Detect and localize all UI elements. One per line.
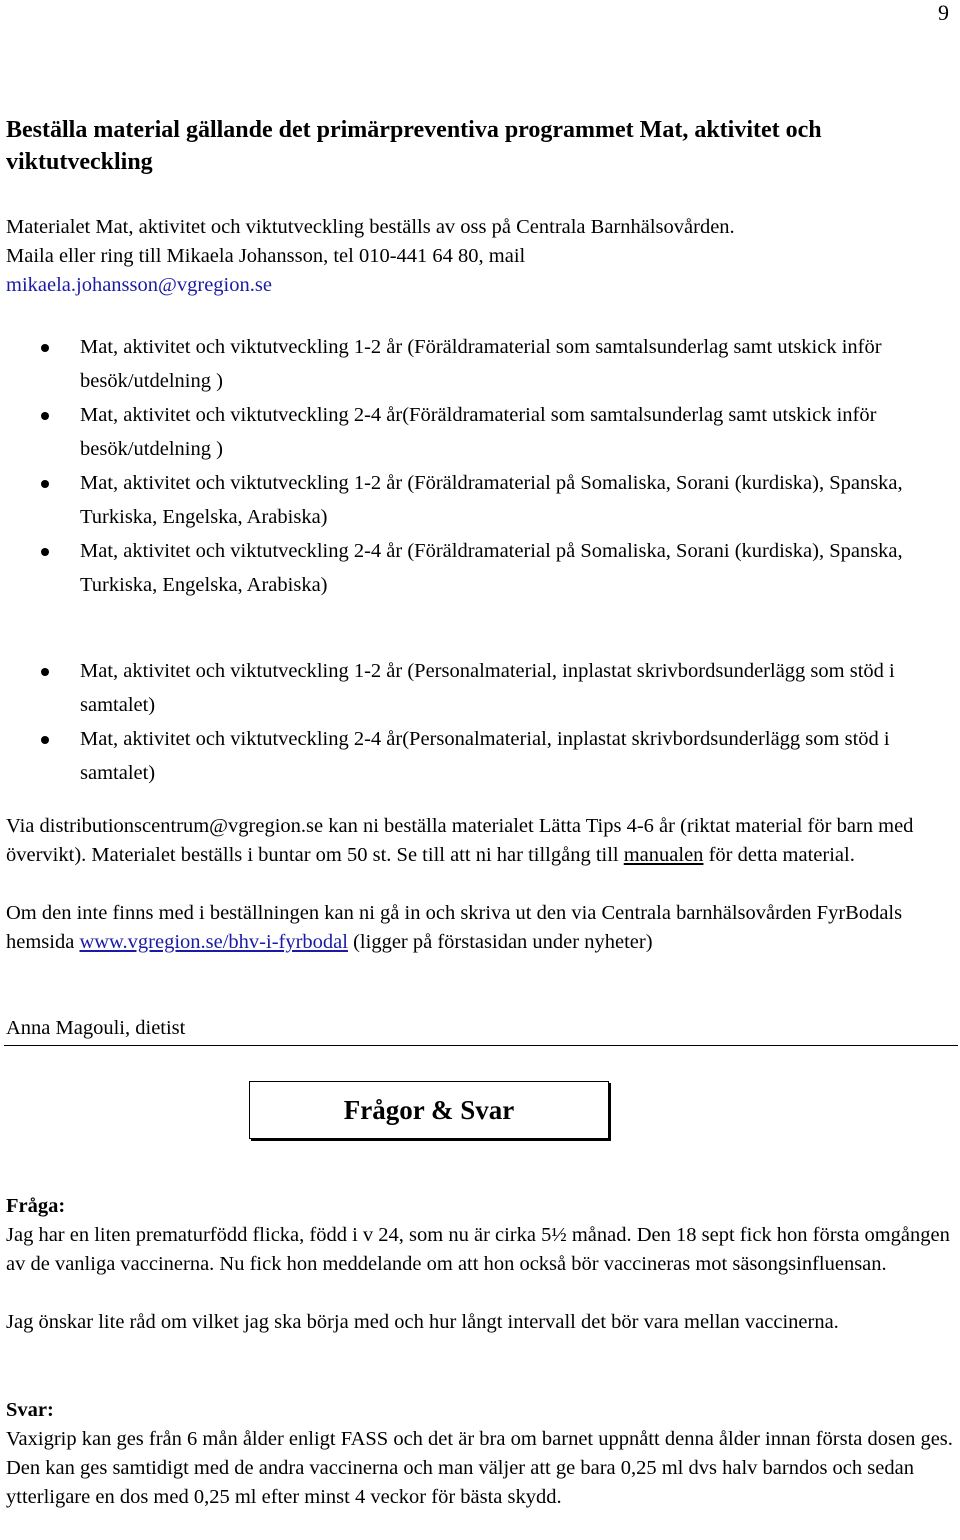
author-signature: Anna Magouli, dietist [6,1017,186,1039]
intro-line-1: Materialet Mat, aktivitet och viktutveckling beställs av oss på Centrala Barnhälsovården. [6,216,735,238]
website-text-end: (ligger på förstasidan under nyheter) [347,931,653,953]
list-item-text: Mat, aktivitet och viktutveckling 1-2 år (Föräldramaterial på Somaliska, Sorani (kurdiska), Spanska, Turkiska, Engelska, Arabiska) [80,472,903,528]
answer-label: Svar: [6,1399,54,1421]
section-heading: Beställa material gällande det primärpreventiva programmet Mat, aktivitet och viktutveckling [6,117,822,175]
bullet-icon [41,668,49,676]
website-text: Om den inte finns med i beställningen kan ni gå in och skriva ut den via Centrala barnhälsovården FyrBodals hemsida [6,902,903,953]
qa-section-title: Frågor & Svar [249,1081,609,1139]
distribution-text-end: för detta material. [703,844,855,866]
answer-paragraph: Vaxigrip kan ges från 6 mån ålder enligt FASS och det är bra om barnet uppnått denna ålder innan första dosen ges. Den kan ges samtidigt med de andra vaccinerna och man väljer att ge bara 0,25 ml dvs halv barndos och sedan ytterligare en dos med 0,25 ml efter minst 4 veckor för bästa skydd. [6,1428,953,1508]
question-paragraph-1: Jag har en liten prematurfödd flicka, född i v 24, som nu är cirka 5½ månad. Den 18 sept fick hon första omgången av de vanliga vaccinerna. Nu fick hon meddelande om att hon också bör vaccineras mot säsongsinfluensan. [6,1224,950,1275]
list-item [0,398,960,466]
question-paragraph-2: Jag önskar lite råd om vilket jag ska börja med och hur långt intervall det bör vara mellan vaccinerna. [6,1311,839,1333]
list-item-text: Mat, aktivitet och viktutveckling 2-4 år(Föräldramaterial som samtalsunderlag samt utskick inför besök/utdelning ) [80,404,877,460]
bullet-icon [41,412,49,420]
manual-link[interactable]: manualen [623,844,704,866]
list-item-text: Mat, aktivitet och viktutveckling 2-4 år(Personalmaterial, inplastat skrivbordsunderlägg som stöd i samtalet) [80,728,890,784]
order-list-staff-material [0,654,960,790]
distribution-paragraph [6,812,956,870]
bullet-icon [41,548,49,556]
intro-paragraph [6,213,956,300]
question-label: Fråga: [6,1195,66,1217]
list-item-text: Mat, aktivitet och viktutveckling 1-2 år (Föräldramaterial som samtalsunderlag samt utskick inför besök/utdelning ) [80,336,882,392]
contact-email-link[interactable]: mikaela.johansson@vgregion.se [6,274,272,296]
list-item [0,330,960,398]
list-item [0,466,960,534]
list-item [0,654,960,722]
horizontal-divider [4,1045,958,1046]
intro-line-2: Maila eller ring till Mikaela Johansson, tel 010-441 64 80, mail [6,245,526,267]
page-number: 9 [938,0,949,25]
bullet-icon [41,344,49,352]
order-list-parent-material [0,330,960,602]
bullet-icon [41,480,49,488]
list-item-text: Mat, aktivitet och viktutveckling 1-2 år (Personalmaterial, inplastat skrivbordsunderlägg som stöd i samtalet) [80,660,895,716]
website-paragraph [6,899,956,957]
website-link[interactable]: www.vgregion.se/bhv-i-fyrbodal [79,931,348,953]
list-item [0,534,960,602]
bullet-icon [41,736,49,744]
distribution-text: Via distributionscentrum@vgregion.se kan ni beställa materialet Lätta Tips 4-6 år (riktat material för barn med övervikt). Materialet beställs i buntar om 50 st. Se till att ni har tillgång till [6,815,914,866]
list-item-text: Mat, aktivitet och viktutveckling 2-4 år (Föräldramaterial på Somaliska, Sorani (kurdiska), Spanska, Turkiska, Engelska, Arabiska) [80,540,903,596]
list-item [0,722,960,790]
